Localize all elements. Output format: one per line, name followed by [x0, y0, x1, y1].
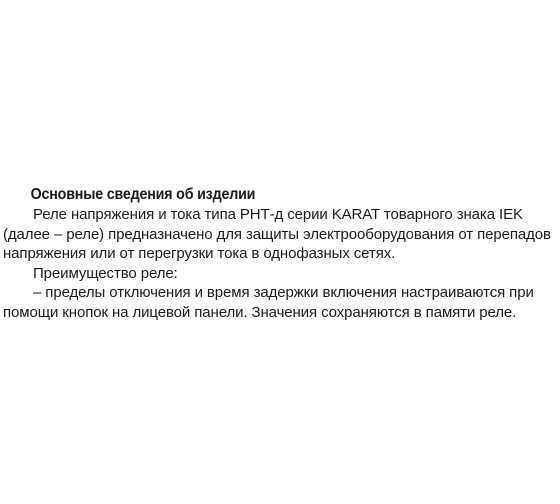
paragraph-description: [3, 205, 557, 264]
paragraph-advantage-title: [3, 264, 557, 284]
paragraph-line: помощи кнопок на лицевой панели. Значения сохраняются в памяти реле.: [3, 303, 517, 321]
paragraph-line: напряжения или от перегрузки тока в однофазных сетях.: [3, 245, 396, 262]
paragraph-line: (далее – реле) предназначено для защиты электрооборудования от перепадов: [3, 225, 551, 243]
paragraph-line: Преимущество реле:: [33, 264, 178, 282]
section-heading: Основные сведения об изделии: [30, 186, 256, 203]
paragraph-line: Реле напряжения и тока типа РНТ-д серии KARAT товарного знака IEK: [33, 206, 523, 223]
paragraph-advantage-item: [3, 283, 557, 322]
paragraph-line: – пределы отключения и время задержки включения настраиваются при: [33, 284, 534, 301]
document-section: [3, 184, 557, 322]
